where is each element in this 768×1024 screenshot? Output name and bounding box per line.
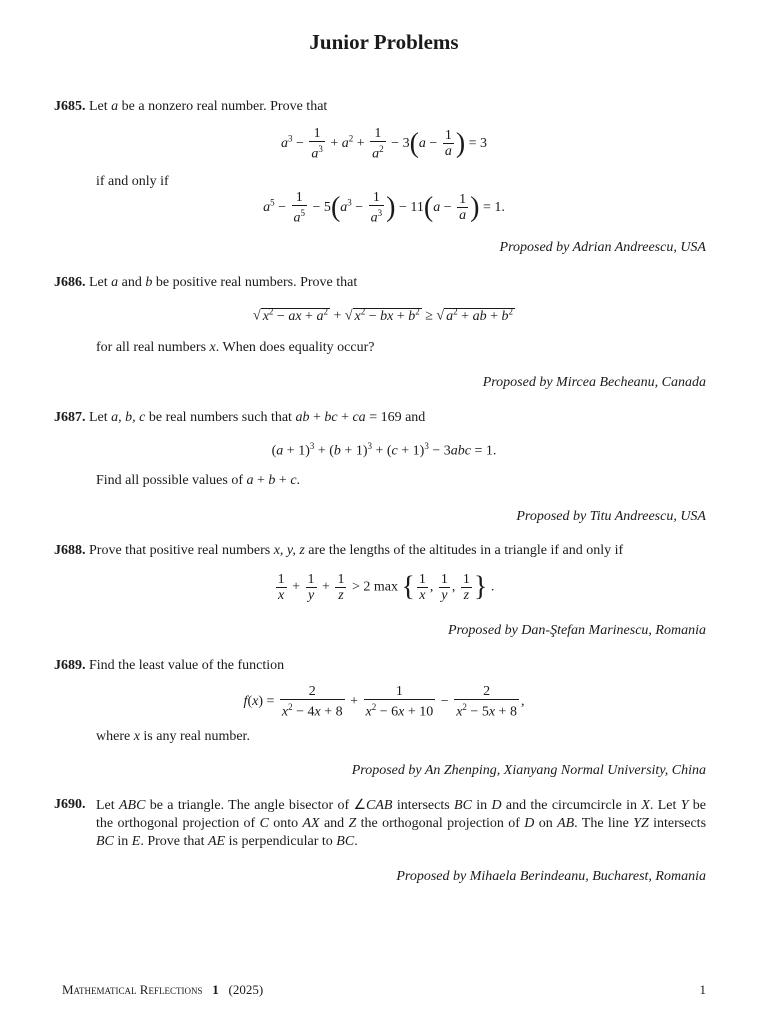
problem-intro: Let a, b, c be real numbers such that ab + bc + ca = 169 and	[89, 410, 426, 425]
problem-j685-statement	[54, 99, 327, 115]
problem-after-text: Find all possible values of a + b + c.	[96, 473, 301, 488]
footer-journal	[62, 982, 263, 998]
equation-j685-1: $a^3$ − $\frac{1}{a^3}$ + $a^2$ + $\frac{1}{a^2}$ − 3(a − $\frac{1}{a}$ ) = 3	[280, 126, 488, 162]
problem-label: J686.	[54, 275, 86, 290]
problem-label: J685.	[54, 99, 86, 114]
proposer-j687: Proposed by Titu Andreescu, USA	[516, 509, 706, 524]
problem-j690-label	[54, 797, 86, 813]
equation-j689: f(x) = $\frac{2}{x^2 - 4x + 8}$ + $\frac{1}{x^2 - 6x + 10}$ − $\frac{2}{x^2 - 5x + 8}$ ,	[243, 684, 525, 720]
problem-j689-statement	[54, 658, 284, 674]
equation-j688: $\frac{1}{x}$ + $\frac{1}{y}$ + $\frac{1}{z}$ > 2 max { $\frac{1}{x}$ , $\frac{1}{y}$ , $\frac{1}{z}$ } .	[277, 571, 495, 603]
problem-j686-statement	[54, 275, 357, 291]
problem-j690-text: Let ABC be a triangle. The angle bisector of ∠CAB intersects BC in D and the circumcircle in X. Let Y be the orthogonal projection of C onto AX and Z the orthogonal projection of D on AB. The line YZ intersects BC in E. Prove that AE is perpendicular to BC.	[96, 798, 707, 849]
problem-intro: Let a be a nonzero real number. Prove that	[89, 99, 328, 114]
proposer-j685: Proposed by Adrian Andreescu, USA	[499, 240, 706, 255]
page-number: 1	[699, 982, 706, 997]
problem-intro: Prove that positive real numbers x, y, z are the lengths of the altitudes in a triangle if and only if	[89, 543, 624, 558]
page-title: Junior Problems	[309, 30, 459, 54]
problem-label: J689.	[54, 658, 86, 673]
problem-j687-statement	[54, 410, 425, 426]
problem-j688-statement	[54, 543, 623, 559]
proposer-j688: Proposed by Dan-Ştefan Marinescu, Romania	[447, 623, 706, 638]
problem-label: J690.	[54, 797, 86, 812]
problem-intro: Find the least value of the function	[89, 658, 285, 673]
problem-label: J688.	[54, 543, 86, 558]
footer-journal-name: Mathematical Reflections	[62, 982, 203, 997]
equation-j686: √ $x^2$ − ax + $a^2$ + √ $x^2$ − bx + $b^2$ ≥ √ $a^2$ + ab + $b^2$	[253, 306, 513, 324]
footer-issue: 1	[212, 982, 219, 997]
problem-intro: Let a and b be positive real numbers. Prove that	[89, 275, 358, 290]
proposer-j689: Proposed by An Zhenping, Xianyang Normal University, China	[351, 763, 706, 778]
equation-j685-2: $a^5$ − $\frac{1}{a^5}$ − $5(a^3$ − $\frac{1}{a^3}$ ) − 11(a − $\frac{1}{a}$ ) = 1.	[263, 190, 505, 226]
connector-text: if and only if	[96, 174, 169, 189]
proposer-j690: Proposed by Mihaela Berindeanu, Bucharest, Romania	[396, 869, 706, 884]
problem-after-text: where x is any real number.	[96, 729, 250, 744]
equation-j687: $(a + 1)^3 + (b + 1)^3 + (c + 1)^3 - 3abc = 1$.	[271, 441, 497, 459]
problem-after-text: for all real numbers x. When does equality occur?	[96, 340, 375, 355]
footer-year: (2025)	[228, 982, 264, 997]
proposer-j686: Proposed by Mircea Becheanu, Canada	[482, 375, 706, 390]
problem-label: J687.	[54, 410, 86, 425]
